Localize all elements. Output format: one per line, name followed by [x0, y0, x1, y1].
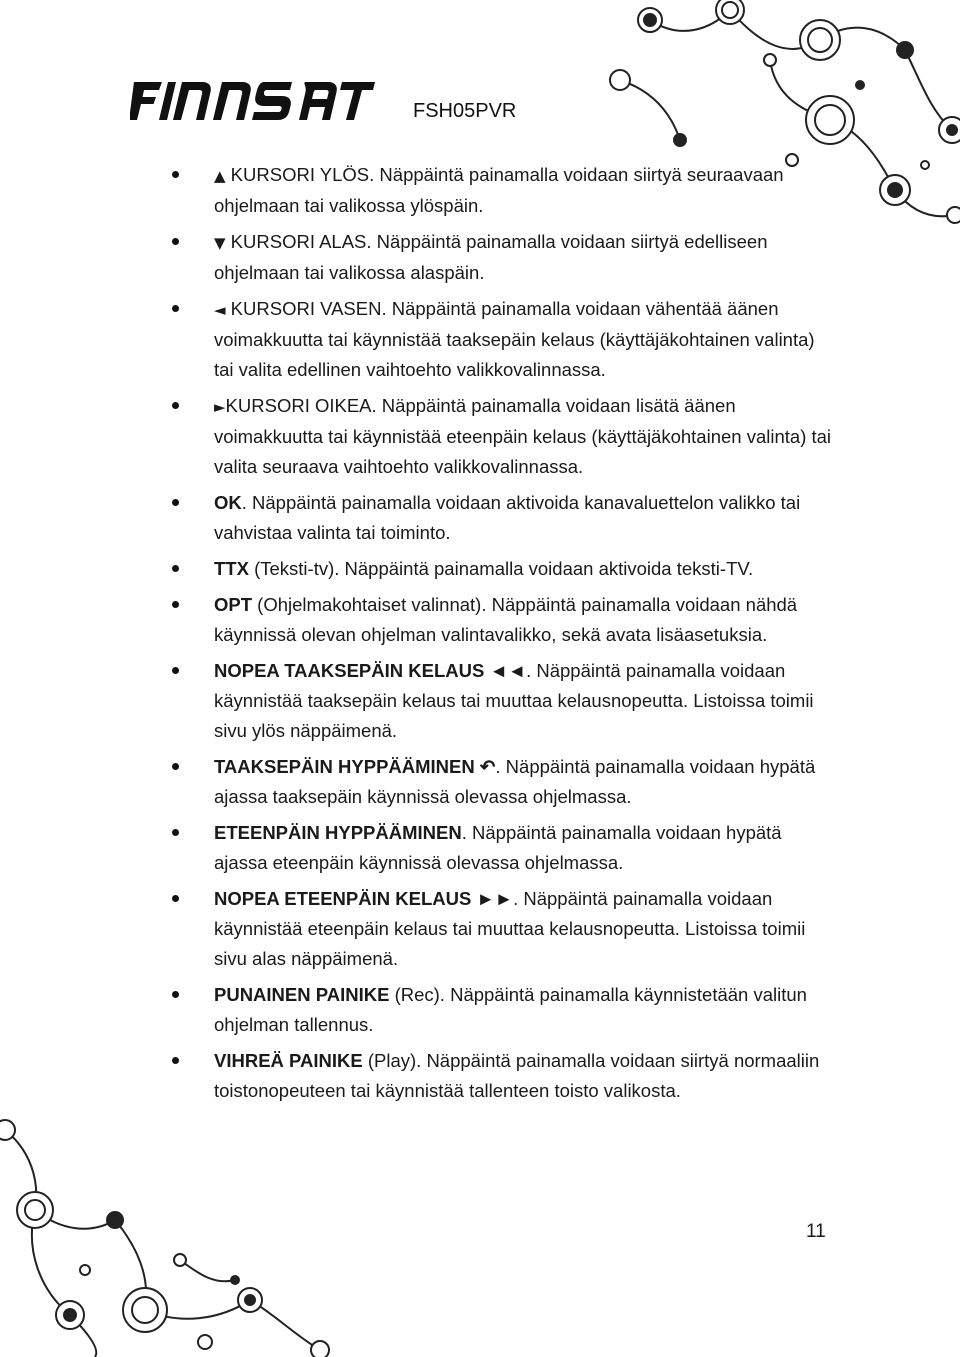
list-item [0, 1046, 834, 1106]
key-description: KURSORI ALAS. Näppäintä painamalla voidaan siirtyä edelliseen ohjelmaan tai valikossa alaspäin. [214, 231, 768, 283]
list-item [0, 884, 834, 974]
bullet-icon [172, 305, 179, 312]
key-name: OPT [214, 594, 253, 615]
key-description: (Rec). Näppäintä painamalla käynnistetään valitun ohjelman tallennus. [214, 984, 807, 1035]
key-description: . Näppäintä painamalla voidaan hypätä ajassa eteenpäin käynnissä olevassa ohjelmassa. [214, 822, 782, 873]
key-description: (Teksti-tv). Näppäintä painamalla voidaan aktivoida teksti-TV. [248, 558, 754, 579]
model-number: FSH05PVR [413, 100, 517, 122]
bullet-icon [172, 829, 179, 836]
bullet-icon [172, 402, 179, 409]
bullet-icon [172, 565, 179, 572]
list-item [0, 488, 834, 548]
key-description: (Play). Näppäintä painamalla voidaan siirtyä normaaliin toistonopeuteen tai käynnistää tallenteen toisto valikosta. [214, 1050, 820, 1101]
page-number: 11 [806, 1221, 826, 1242]
key-name: TAAKSEPÄIN HYPPÄÄMINEN ↶ [214, 756, 496, 777]
bullet-icon [172, 499, 179, 506]
arrow-icon: ▲ [214, 167, 226, 185]
bullet-icon [172, 991, 179, 998]
list-item [0, 752, 834, 812]
list-item [0, 980, 834, 1040]
key-name: ETEENPÄIN HYPPÄÄMINEN [214, 822, 462, 843]
finnsat-logo [130, 82, 405, 120]
list-item [0, 391, 834, 482]
key-name: NOPEA TAAKSEPÄIN KELAUS ◄◄ [214, 660, 527, 681]
list-item [0, 554, 834, 584]
arrow-icon: ◄ [214, 301, 226, 319]
key-description: KURSORI YLÖS. Näppäintä painamalla voidaan siirtyä seuraavaan ohjelmaan tai valikossa ylöspäin. [214, 164, 784, 216]
bullet-icon [172, 895, 179, 902]
key-description: . Näppäintä painamalla voidaan käynnistää eteenpäin kelaus tai muuttaa kelausnopeutta. Listoissa toimii sivu alas näppäimenä. [214, 888, 806, 969]
key-description: . Näppäintä painamalla voidaan hypätä ajassa taaksepäin käynnissä olevassa ohjelmassa. [214, 756, 816, 807]
key-name: OK [214, 492, 242, 513]
arrow-icon: ► [214, 398, 226, 416]
key-name: VIHREÄ PAINIKE [214, 1050, 363, 1071]
bubble-ornament-bottom [0, 1110, 330, 1357]
key-description: . Näppäintä painamalla voidaan käynnistää taaksepäin kelaus tai muuttaa kelausnopeutta. Listoissa toimii sivu ylös näppäimenä. [214, 660, 814, 741]
key-description: . Näppäintä painamalla voidaan aktivoida kanavaluettelon valikko tai vahvistaa valinta tai toiminto. [214, 492, 801, 543]
list-item [0, 818, 834, 878]
key-description: KURSORI VASEN. Näppäintä painamalla voidaan vähentää äänen voimakkuutta tai käynnistää taaksepäin kelaus (käyttäjäkohtainen valinta) tai valita edellinen vaihtoehto valikkovalinnassa. [214, 298, 815, 380]
list-item [0, 590, 834, 650]
key-name: PUNAINEN PAINIKE [214, 984, 390, 1005]
list-item [0, 294, 834, 385]
key-description: (Ohjelmakohtaiset valinnat). Näppäintä painamalla voidaan nähdä käynnissä olevan ohjelman valintavalikko, sekä avata lisäasetuksia. [214, 594, 798, 645]
key-description: KURSORI OIKEA. Näppäintä painamalla voidaan lisätä äänen voimakkuutta tai käynnistää eteenpäin kelaus (käyttäjäkohtainen valinta) tai valita seuraava vaihtoehto valikkovalinnassa. [214, 395, 832, 477]
arrow-icon: ▼ [214, 234, 226, 252]
bullet-icon [172, 1057, 179, 1064]
list-item [0, 160, 834, 221]
remote-key-list [0, 160, 960, 1112]
list-item [0, 227, 834, 288]
list-item [0, 656, 834, 746]
key-name: TTX [214, 558, 249, 579]
bullet-icon [172, 238, 179, 245]
bullet-icon [172, 171, 179, 178]
bullet-icon [172, 667, 179, 674]
bullet-icon [172, 763, 179, 770]
bullet-icon [172, 601, 179, 608]
key-name: NOPEA ETEENPÄIN KELAUS ►► [214, 888, 514, 909]
